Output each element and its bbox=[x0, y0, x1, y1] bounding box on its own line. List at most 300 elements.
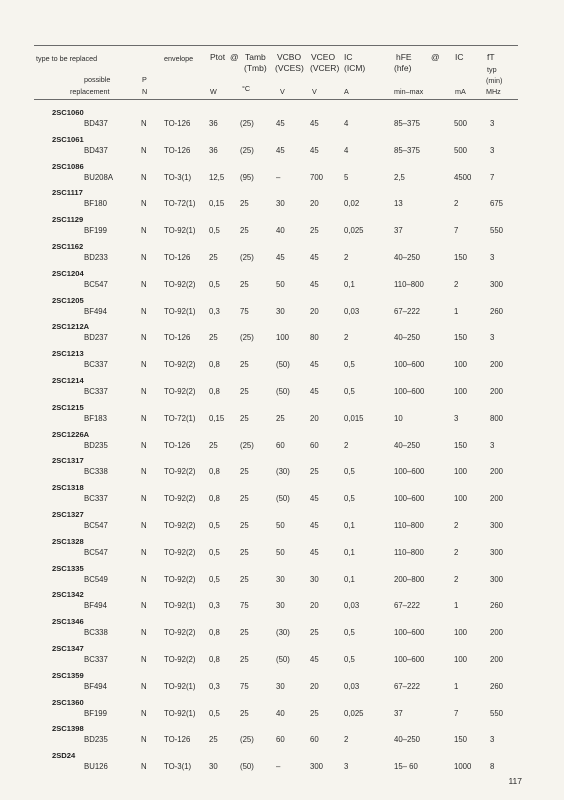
header-vces-label: (VCES) bbox=[275, 63, 304, 73]
replacement-cell: BC337 bbox=[84, 494, 108, 504]
envelope-cell: TO-92(2) bbox=[164, 521, 196, 530]
envelope-cell: TO-72(1) bbox=[164, 199, 196, 209]
polarity-cell: N bbox=[141, 413, 147, 423]
type-to-replace-cell: 2SC1360 bbox=[52, 697, 84, 707]
hfe-cell: 100–600 bbox=[394, 494, 425, 504]
vcbo-cell: (50) bbox=[276, 360, 290, 370]
ft-cell: 260 bbox=[490, 601, 504, 611]
tamb-cell: 75 bbox=[240, 306, 249, 316]
vceo-cell: 25 bbox=[310, 628, 319, 638]
vcbo-cell: – bbox=[276, 762, 281, 772]
envelope-cell: TO-126 bbox=[164, 333, 191, 343]
ic-cell: 0,5 bbox=[344, 360, 355, 370]
type-to-replace-cell: 2SC1215 bbox=[52, 402, 84, 412]
header-typ-label: typ bbox=[487, 65, 497, 74]
replacement-cell: BU208A bbox=[84, 172, 114, 182]
type-to-replace-cell: 2SC1359 bbox=[52, 670, 84, 680]
ic-cell: 0,5 bbox=[344, 494, 355, 504]
ic2-cell: 1 bbox=[454, 601, 459, 611]
hfe-cell: 40–250 bbox=[394, 735, 421, 745]
vceo-cell: 80 bbox=[310, 333, 319, 343]
replacement-cell: BD237 bbox=[84, 333, 108, 343]
ft-cell: 3 bbox=[490, 119, 495, 128]
envelope-cell: TO-92(1) bbox=[164, 306, 196, 316]
envelope-cell: TO-126 bbox=[164, 735, 191, 745]
tamb-cell: 25 bbox=[240, 574, 249, 584]
header-tmb-label: (Tmb) bbox=[244, 63, 267, 73]
ic2-cell: 500 bbox=[454, 145, 468, 155]
vcbo-cell: 100 bbox=[276, 333, 290, 343]
tamb-cell: 25 bbox=[240, 628, 249, 638]
envelope-cell: TO-126 bbox=[164, 145, 191, 155]
replacement-cell: BC337 bbox=[84, 655, 108, 664]
polarity-cell: N bbox=[141, 440, 147, 450]
ft-cell: 550 bbox=[490, 226, 504, 236]
polarity-cell: N bbox=[141, 655, 147, 664]
header-vceo-label: VCEO bbox=[311, 52, 336, 62]
ic-cell: 2 bbox=[344, 735, 349, 745]
header-c-unit: °C bbox=[242, 84, 251, 93]
ic-cell: 2 bbox=[344, 333, 349, 343]
type-to-replace-cell: 2SC1117 bbox=[52, 188, 83, 198]
page-number: 117 bbox=[508, 776, 522, 786]
vcbo-cell: 25 bbox=[276, 413, 285, 423]
vceo-cell: 45 bbox=[310, 655, 319, 664]
tamb-cell: 25 bbox=[240, 387, 249, 396]
type-to-replace-cell: 2SC1398 bbox=[52, 724, 84, 734]
vceo-cell: 45 bbox=[310, 119, 319, 128]
vceo-cell: 60 bbox=[310, 440, 319, 450]
vcbo-cell: 60 bbox=[276, 440, 285, 450]
ptot-cell: 25 bbox=[209, 333, 218, 343]
type-to-replace-cell: 2SC1060 bbox=[52, 108, 84, 117]
header-v-unit-1: V bbox=[280, 87, 285, 96]
header-ptot-label: Ptot bbox=[210, 52, 226, 62]
ptot-cell: 30 bbox=[209, 762, 218, 772]
ft-cell: 3 bbox=[490, 145, 495, 155]
header-min-label: (min) bbox=[486, 76, 503, 85]
vceo-cell: 30 bbox=[310, 574, 319, 584]
ptot-cell: 0,8 bbox=[209, 628, 220, 638]
replacement-cell: BC337 bbox=[84, 387, 108, 396]
vcbo-cell: 30 bbox=[276, 199, 285, 209]
ic-cell: 2 bbox=[344, 253, 349, 262]
replacement-cell: BF199 bbox=[84, 708, 107, 718]
polarity-cell: N bbox=[141, 306, 147, 316]
hfe-cell: 100–600 bbox=[394, 387, 425, 396]
type-to-replace-cell: 2SC1162 bbox=[52, 242, 84, 251]
ic-cell: 0,1 bbox=[344, 547, 355, 557]
tamb-cell: 25 bbox=[240, 279, 249, 289]
ic-cell: 0,025 bbox=[344, 708, 364, 718]
type-to-replace-cell: 2SC1226A bbox=[52, 429, 90, 439]
ptot-cell: 0,3 bbox=[209, 681, 220, 691]
ft-cell: 3 bbox=[490, 735, 495, 745]
polarity-cell: N bbox=[141, 521, 147, 530]
vceo-cell: 25 bbox=[310, 708, 319, 718]
envelope-cell: TO-92(1) bbox=[164, 601, 196, 611]
envelope-cell: TO-126 bbox=[164, 253, 191, 262]
vcbo-cell: (30) bbox=[276, 467, 290, 477]
vceo-cell: 45 bbox=[310, 494, 319, 504]
ic-cell: 4 bbox=[344, 145, 349, 155]
ft-cell: 300 bbox=[490, 279, 504, 289]
polarity-cell: N bbox=[141, 467, 147, 477]
type-to-replace-cell: 2SC1205 bbox=[52, 295, 84, 305]
vcbo-cell: 45 bbox=[276, 145, 285, 155]
polarity-cell: N bbox=[141, 628, 147, 638]
ic2-cell: 150 bbox=[454, 253, 468, 262]
header-at2-label: @ bbox=[431, 52, 440, 62]
polarity-cell: N bbox=[141, 762, 147, 772]
hfe-cell: 15– 60 bbox=[394, 762, 418, 772]
ic2-cell: 100 bbox=[454, 467, 468, 477]
ptot-cell: 0,3 bbox=[209, 306, 220, 316]
type-to-replace-cell: 2SC1214 bbox=[52, 376, 84, 385]
ic2-cell: 500 bbox=[454, 119, 468, 128]
hfe-cell: 85–375 bbox=[394, 145, 421, 155]
type-to-replace-cell: 2SC1317 bbox=[52, 456, 84, 466]
hfe-cell: 85–375 bbox=[394, 119, 421, 128]
hfe-cell: 37 bbox=[394, 226, 403, 236]
vceo-cell: 45 bbox=[310, 521, 319, 530]
vceo-cell: 20 bbox=[310, 199, 319, 209]
ft-cell: 260 bbox=[490, 306, 504, 316]
hfe-cell: 200–800 bbox=[394, 574, 425, 584]
vceo-cell: 45 bbox=[310, 279, 319, 289]
ft-cell: 200 bbox=[490, 360, 504, 370]
hfe-cell: 40–250 bbox=[394, 253, 421, 262]
ic-cell: 0,03 bbox=[344, 681, 360, 691]
ic2-cell: 7 bbox=[454, 226, 459, 236]
polarity-cell: N bbox=[141, 333, 147, 343]
ft-cell: 7 bbox=[490, 172, 495, 182]
vceo-cell: 25 bbox=[310, 467, 319, 477]
ic2-cell: 2 bbox=[454, 199, 459, 209]
polarity-cell: N bbox=[141, 199, 147, 209]
ptot-cell: 0,5 bbox=[209, 279, 220, 289]
tamb-cell: 25 bbox=[240, 360, 249, 370]
ft-cell: 8 bbox=[490, 762, 495, 772]
polarity-cell: N bbox=[141, 253, 147, 262]
replacement-cell: BD437 bbox=[84, 119, 108, 128]
envelope-cell: TO-126 bbox=[164, 440, 191, 450]
ft-cell: 200 bbox=[490, 628, 504, 638]
ic2-cell: 7 bbox=[454, 708, 459, 718]
replacement-cell: BD233 bbox=[84, 253, 108, 262]
header-tamb-label: Tamb bbox=[245, 52, 266, 62]
hfe-cell: 100–600 bbox=[394, 655, 425, 664]
tamb-cell: (25) bbox=[240, 440, 254, 450]
vceo-cell: 45 bbox=[310, 547, 319, 557]
replacement-cell: BC547 bbox=[84, 547, 108, 557]
ic-cell: 4 bbox=[344, 119, 349, 128]
replacement-cell: BF180 bbox=[84, 199, 107, 209]
ptot-cell: 36 bbox=[209, 119, 218, 128]
vceo-cell: 45 bbox=[310, 387, 319, 396]
type-to-replace-cell: 2SC1086 bbox=[52, 161, 84, 171]
ic-cell: 0,03 bbox=[344, 306, 360, 316]
vcbo-cell: 30 bbox=[276, 574, 285, 584]
vceo-cell: 20 bbox=[310, 681, 319, 691]
type-to-replace-cell: 2SC1346 bbox=[52, 617, 84, 627]
tamb-cell: 25 bbox=[240, 413, 249, 423]
tamb-cell: 75 bbox=[240, 601, 249, 611]
header-mhz-label: MHz bbox=[486, 87, 501, 96]
replacement-cell: BC338 bbox=[84, 467, 108, 477]
type-to-replace-cell: 2SC1327 bbox=[52, 510, 84, 519]
ptot-cell: 12,5 bbox=[209, 172, 225, 182]
ic-cell: 0,1 bbox=[344, 521, 355, 530]
tamb-cell: 25 bbox=[240, 708, 249, 718]
replacement-cell: BC338 bbox=[84, 628, 108, 638]
envelope-cell: TO-92(2) bbox=[164, 574, 196, 584]
tamb-cell: 25 bbox=[240, 199, 249, 209]
vcbo-cell: 45 bbox=[276, 119, 285, 128]
vcbo-cell: (50) bbox=[276, 387, 290, 396]
ic2-cell: 4500 bbox=[454, 172, 472, 182]
header-replacement-label: replacement bbox=[70, 87, 110, 96]
tamb-cell: (25) bbox=[240, 145, 254, 155]
replacement-cell: BF183 bbox=[84, 413, 107, 423]
type-to-replace-cell: 2SC1213 bbox=[52, 349, 84, 359]
ic-cell: 0,03 bbox=[344, 601, 360, 611]
tamb-cell: (95) bbox=[240, 172, 254, 182]
type-to-replace-cell: 2SC1204 bbox=[52, 268, 84, 278]
ft-cell: 200 bbox=[490, 494, 504, 504]
vcbo-cell: 60 bbox=[276, 735, 285, 745]
ic2-cell: 2 bbox=[454, 547, 459, 557]
ptot-cell: 0,8 bbox=[209, 655, 220, 664]
envelope-cell: TO-92(2) bbox=[164, 387, 196, 396]
tamb-cell: 25 bbox=[240, 467, 249, 477]
hfe-cell: 67–222 bbox=[394, 306, 421, 316]
header-n-label: N bbox=[142, 87, 148, 96]
ic2-cell: 150 bbox=[454, 333, 468, 343]
polarity-cell: N bbox=[141, 387, 147, 396]
ft-cell: 300 bbox=[490, 547, 504, 557]
polarity-cell: N bbox=[141, 360, 147, 370]
polarity-cell: N bbox=[141, 145, 147, 155]
ic-cell: 5 bbox=[344, 172, 349, 182]
ic2-cell: 2 bbox=[454, 279, 459, 289]
ft-cell: 200 bbox=[490, 467, 504, 477]
type-to-replace-cell: 2SC1347 bbox=[52, 644, 84, 653]
ic2-cell: 150 bbox=[454, 440, 468, 450]
vcbo-cell: – bbox=[276, 172, 281, 182]
tamb-cell: 25 bbox=[240, 521, 249, 530]
polarity-cell: N bbox=[141, 574, 147, 584]
type-to-replace-cell: 2SC1328 bbox=[52, 536, 84, 546]
envelope-cell: TO-92(1) bbox=[164, 708, 196, 718]
ptot-cell: 0,15 bbox=[209, 199, 225, 209]
vcbo-cell: (50) bbox=[276, 655, 290, 664]
replacement-cell: BU126 bbox=[84, 762, 108, 772]
ft-cell: 3 bbox=[490, 440, 495, 450]
polarity-cell: N bbox=[141, 708, 147, 718]
header-type-label: type to be replaced bbox=[36, 54, 98, 63]
polarity-cell: N bbox=[141, 226, 147, 236]
ft-cell: 260 bbox=[490, 681, 504, 691]
ptot-cell: 0,5 bbox=[209, 708, 220, 718]
polarity-cell: N bbox=[141, 494, 147, 504]
header-icm-label: (ICM) bbox=[344, 63, 366, 73]
ptot-cell: 25 bbox=[209, 253, 218, 262]
ic2-cell: 1000 bbox=[454, 762, 472, 772]
ft-cell: 3 bbox=[490, 333, 495, 343]
polarity-cell: N bbox=[141, 601, 147, 611]
ptot-cell: 0,3 bbox=[209, 601, 220, 611]
type-to-replace-cell: 2SC1335 bbox=[52, 563, 84, 573]
vcbo-cell: 30 bbox=[276, 601, 285, 611]
header-envelope-label: envelope bbox=[164, 54, 194, 63]
ptot-cell: 0,5 bbox=[209, 547, 220, 557]
hfe-cell: 100–600 bbox=[394, 628, 425, 638]
tamb-cell: 25 bbox=[240, 547, 249, 557]
ptot-cell: 0,8 bbox=[209, 494, 220, 504]
header-ic2-label: IC bbox=[455, 52, 464, 62]
polarity-cell: N bbox=[141, 735, 147, 745]
header-at-label: @ bbox=[230, 52, 239, 62]
header-possible-label: possible bbox=[84, 75, 111, 84]
ptot-cell: 25 bbox=[209, 440, 218, 450]
envelope-cell: TO-92(2) bbox=[164, 628, 196, 638]
hfe-cell: 110–800 bbox=[394, 547, 424, 557]
ptot-cell: 0,8 bbox=[209, 387, 220, 396]
envelope-cell: TO-92(2) bbox=[164, 279, 196, 289]
header-vcbo-label: VCBO bbox=[277, 52, 302, 62]
ic-cell: 0,025 bbox=[344, 226, 364, 236]
replacement-cell: BD235 bbox=[84, 735, 108, 745]
vcbo-cell: 40 bbox=[276, 226, 285, 236]
header-a-unit: A bbox=[344, 87, 349, 96]
ic-cell: 0,1 bbox=[344, 574, 355, 584]
ptot-cell: 25 bbox=[209, 735, 218, 745]
tamb-cell: 25 bbox=[240, 655, 249, 664]
vceo-cell: 45 bbox=[310, 360, 319, 370]
hfe-cell: 100–600 bbox=[394, 467, 425, 477]
polarity-cell: N bbox=[141, 547, 147, 557]
header-hfe2-label: (hfe) bbox=[394, 63, 412, 73]
envelope-cell: TO-92(1) bbox=[164, 226, 196, 236]
header-hfe-label: hFE bbox=[396, 52, 412, 62]
ic-cell: 0,015 bbox=[344, 413, 364, 423]
ic2-cell: 2 bbox=[454, 521, 459, 530]
ft-cell: 800 bbox=[490, 413, 504, 423]
vcbo-cell: 40 bbox=[276, 708, 285, 718]
envelope-cell: TO-92(2) bbox=[164, 467, 196, 477]
type-to-replace-cell: 2SC1342 bbox=[52, 590, 84, 600]
header-w-unit: W bbox=[210, 87, 217, 96]
ft-cell: 200 bbox=[490, 387, 504, 396]
ic2-cell: 150 bbox=[454, 735, 468, 745]
ft-cell: 200 bbox=[490, 655, 504, 664]
polarity-cell: N bbox=[141, 279, 147, 289]
vcbo-cell: 50 bbox=[276, 279, 285, 289]
ic2-cell: 3 bbox=[454, 413, 459, 423]
ptot-cell: 36 bbox=[209, 145, 218, 155]
envelope-cell: TO-72(1) bbox=[164, 413, 196, 423]
ft-cell: 300 bbox=[490, 574, 504, 584]
ptot-cell: 0,15 bbox=[209, 413, 225, 423]
ic2-cell: 100 bbox=[454, 360, 468, 370]
ic2-cell: 100 bbox=[454, 655, 468, 664]
header-minmax-label: min–max bbox=[394, 87, 424, 96]
vceo-cell: 45 bbox=[310, 253, 319, 262]
envelope-cell: TO-92(2) bbox=[164, 494, 196, 504]
ic-cell: 0,1 bbox=[344, 279, 355, 289]
hfe-cell: 40–250 bbox=[394, 333, 421, 343]
tamb-cell: 25 bbox=[240, 494, 249, 504]
tamb-cell: 25 bbox=[240, 226, 249, 236]
polarity-cell: N bbox=[141, 119, 147, 128]
header-ic-label: IC bbox=[344, 52, 353, 62]
hfe-cell: 10 bbox=[394, 413, 403, 423]
ic2-cell: 1 bbox=[454, 681, 459, 691]
ic2-cell: 100 bbox=[454, 628, 468, 638]
type-to-replace-cell: 2SD24 bbox=[52, 751, 76, 761]
ft-cell: 675 bbox=[490, 199, 504, 209]
envelope-cell: TO-92(1) bbox=[164, 681, 196, 691]
ic-cell: 0,5 bbox=[344, 655, 355, 664]
ptot-cell: 0,5 bbox=[209, 226, 220, 236]
vceo-cell: 700 bbox=[310, 172, 324, 182]
vcbo-cell: (50) bbox=[276, 494, 290, 504]
vcbo-cell: 50 bbox=[276, 547, 285, 557]
vceo-cell: 25 bbox=[310, 226, 319, 236]
ic2-cell: 100 bbox=[454, 387, 468, 396]
header-ft-label: fT bbox=[487, 52, 495, 62]
polarity-cell: N bbox=[141, 172, 147, 182]
hfe-cell: 2,5 bbox=[394, 172, 405, 182]
header-vcer-label: (VCER) bbox=[310, 63, 340, 73]
ic-cell: 0,02 bbox=[344, 199, 360, 209]
vceo-cell: 300 bbox=[310, 762, 324, 772]
type-to-replace-cell: 2SC1318 bbox=[52, 483, 84, 493]
replacement-cell: BF199 bbox=[84, 226, 107, 236]
envelope-cell: TO-3(1) bbox=[164, 762, 192, 772]
type-to-replace-cell: 2SC1061 bbox=[52, 134, 84, 144]
ft-cell: 300 bbox=[490, 521, 504, 530]
envelope-cell: TO-126 bbox=[164, 119, 191, 128]
replacement-cell: BF494 bbox=[84, 306, 107, 316]
header-p-label: P bbox=[142, 75, 147, 84]
hfe-cell: 67–222 bbox=[394, 681, 421, 691]
vcbo-cell: (30) bbox=[276, 628, 290, 638]
vceo-cell: 20 bbox=[310, 413, 319, 423]
vcbo-cell: 50 bbox=[276, 521, 285, 530]
replacement-cell: BF494 bbox=[84, 681, 107, 691]
tamb-cell: (25) bbox=[240, 119, 254, 128]
hfe-cell: 67–222 bbox=[394, 601, 421, 611]
envelope-cell: TO-92(2) bbox=[164, 655, 196, 664]
ft-cell: 550 bbox=[490, 708, 504, 718]
ic-cell: 0,5 bbox=[344, 387, 355, 396]
hfe-cell: 13 bbox=[394, 199, 403, 209]
ptot-cell: 0,8 bbox=[209, 467, 220, 477]
hfe-cell: 37 bbox=[394, 708, 403, 718]
polarity-cell: N bbox=[141, 681, 147, 691]
ptot-cell: 0,5 bbox=[209, 574, 220, 584]
replacement-cell: BC547 bbox=[84, 521, 108, 530]
ic2-cell: 1 bbox=[454, 306, 459, 316]
replacement-cell: BF494 bbox=[84, 601, 107, 611]
ic-cell: 2 bbox=[344, 440, 349, 450]
vceo-cell: 20 bbox=[310, 601, 319, 611]
header-v-unit-2: V bbox=[312, 87, 317, 96]
ic-cell: 0,5 bbox=[344, 628, 355, 638]
ft-cell: 3 bbox=[490, 253, 495, 262]
